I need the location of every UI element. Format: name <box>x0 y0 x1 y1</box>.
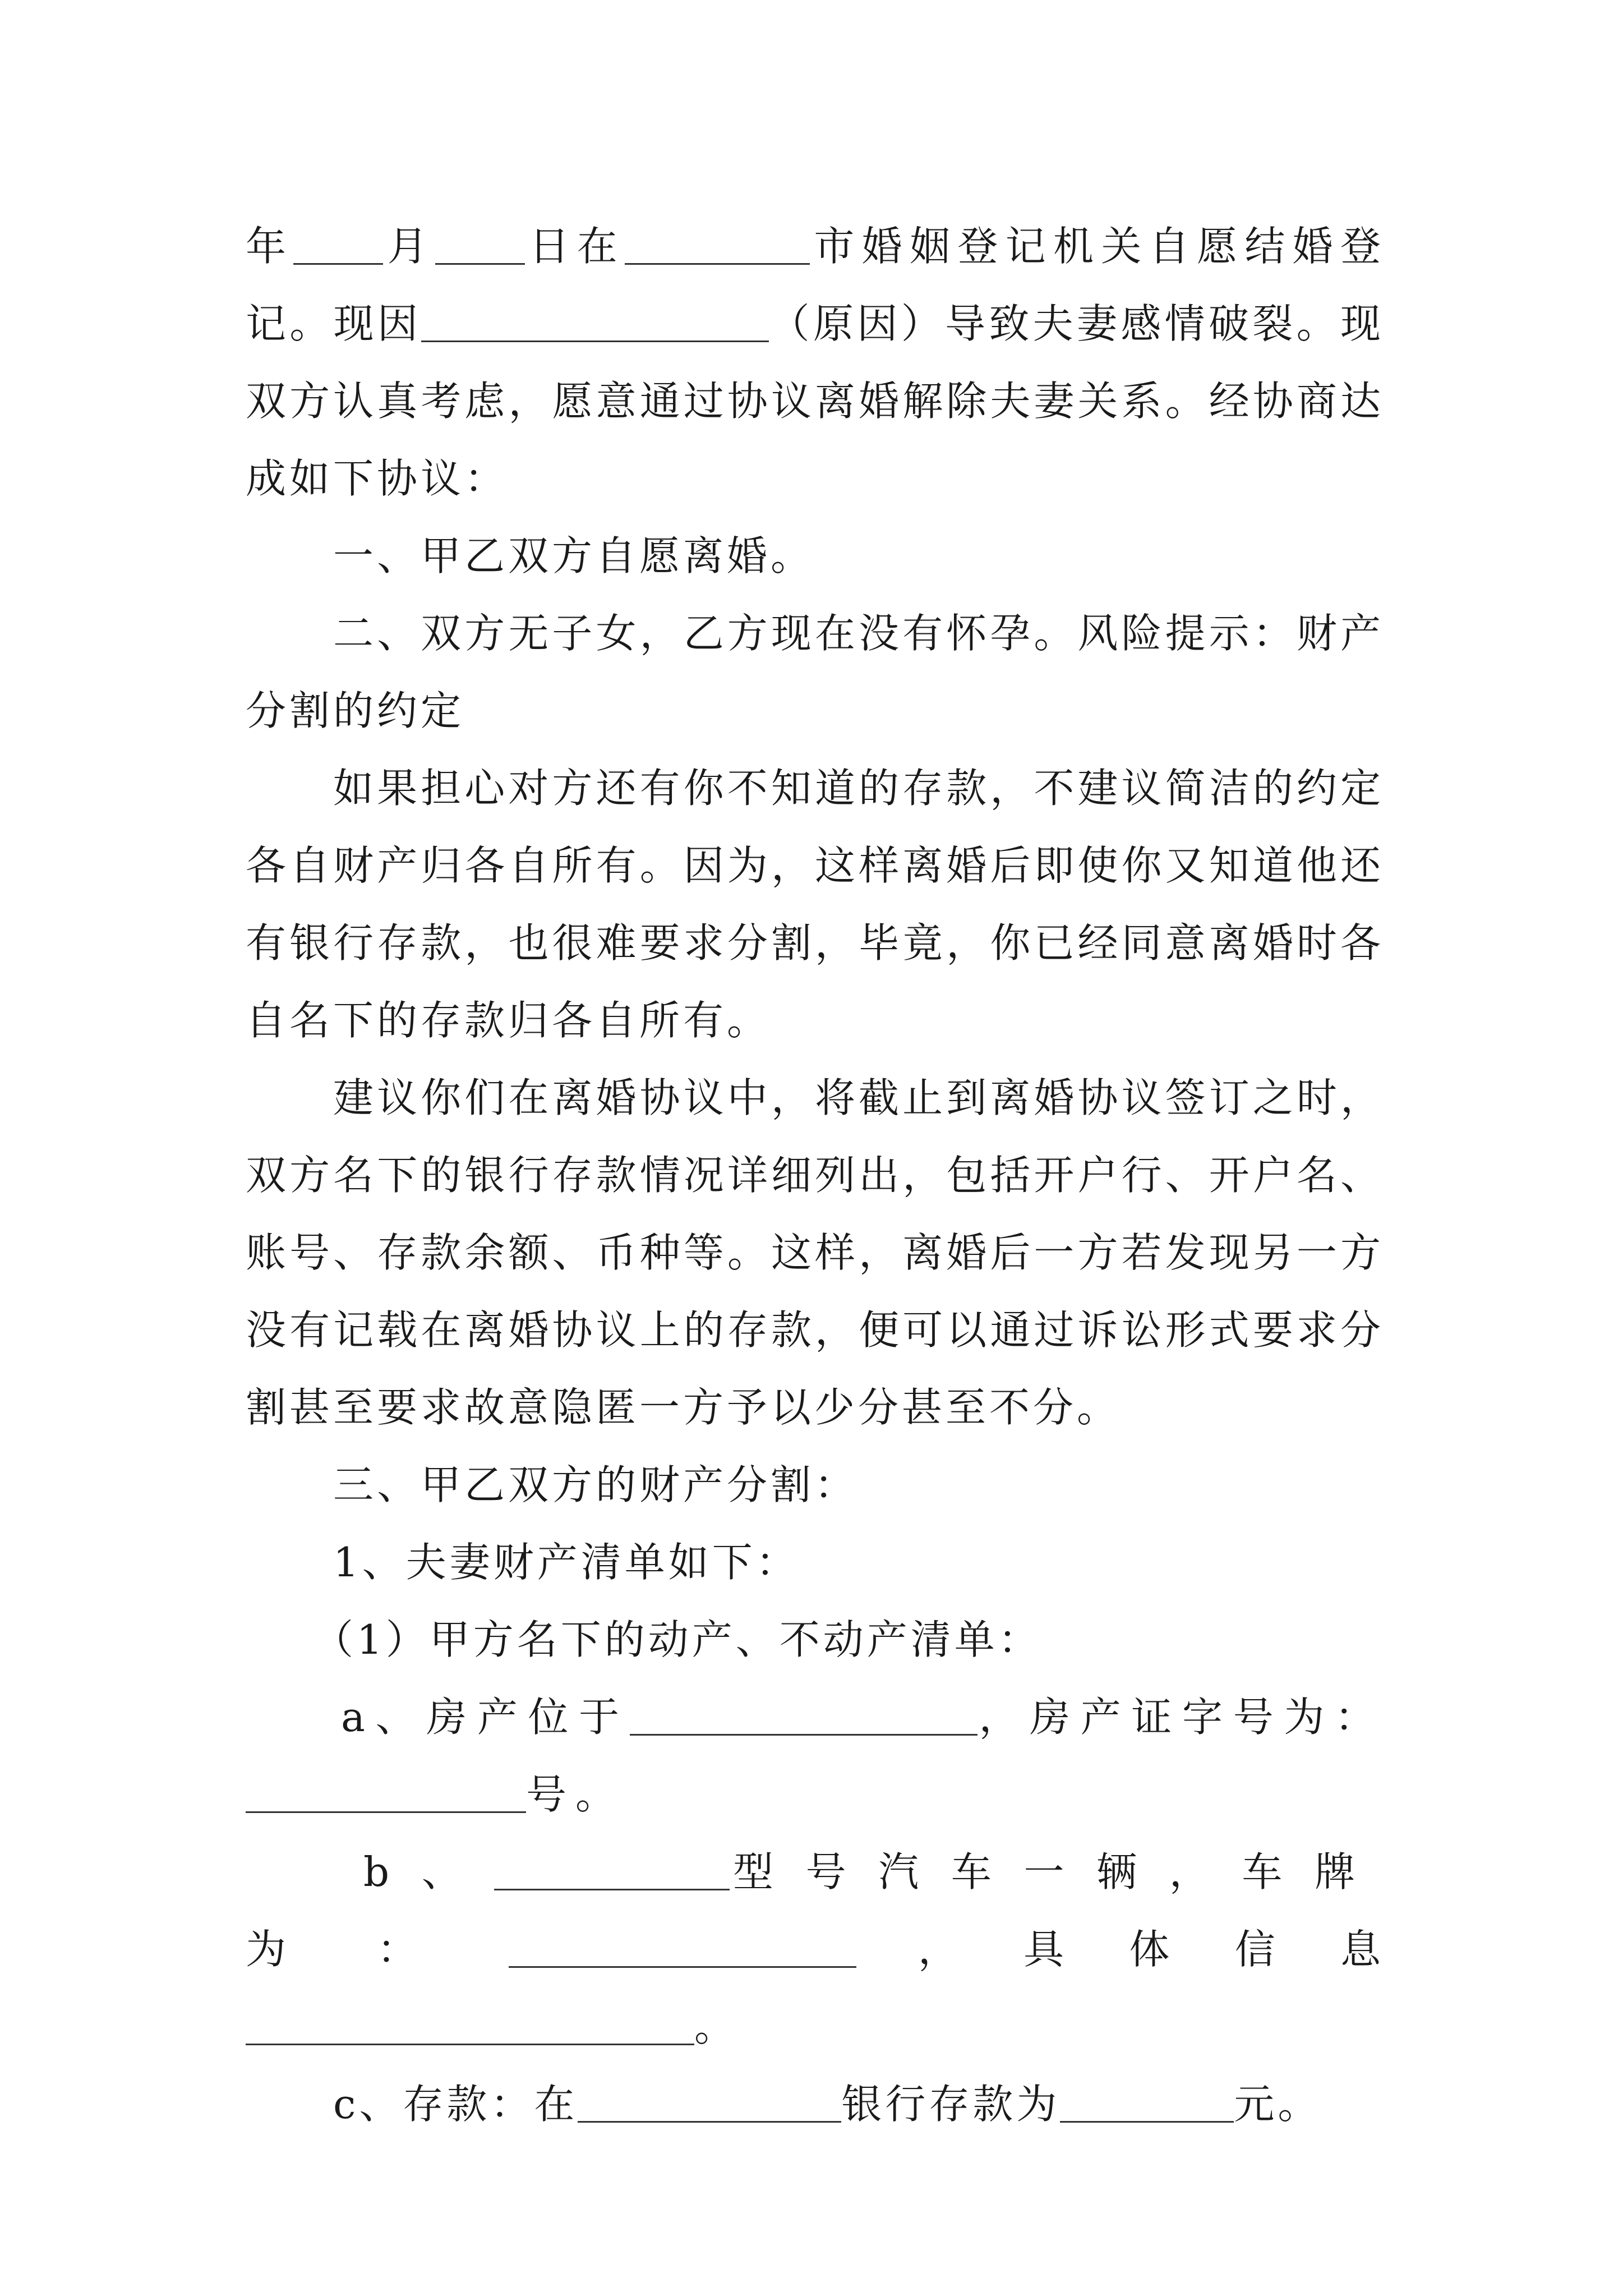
text-number-suffix: 号。 <box>526 1771 625 1818</box>
text-vehicle-plate: 型号汽车一辆，车牌为： <box>246 1848 1384 1973</box>
text-item-b-end: 。 <box>694 2003 739 2050</box>
blank-deposit-amount <box>1060 2081 1234 2123</box>
blank-vehicle-model <box>494 1848 730 1890</box>
item-b-vehicle <box>246 1833 1384 2065</box>
item-1-voluntary-divorce: 一、甲乙双方自愿离婚。 <box>333 532 815 579</box>
item-c-deposit <box>246 2065 1384 2143</box>
text-real-estate-location: a、房产位于 <box>341 1694 630 1741</box>
blank-bank-name <box>578 2081 841 2123</box>
text-month: 月 <box>383 223 436 270</box>
text-deposit-at: c、存款：在 <box>333 2081 578 2128</box>
text-certificate-number: ，房产证字号为： <box>977 1694 1384 1741</box>
text-day-at: 日在 <box>525 223 625 270</box>
blank-certificate-number <box>246 1771 526 1813</box>
text-now-due: 现因 <box>333 300 422 347</box>
item-a-real-estate <box>246 1678 1384 1833</box>
blank-vehicle-plate <box>509 1926 856 1968</box>
text-reason-rest: （原因）导致夫妻感情破裂。现双方认真考虑，愿意通过协议离婚解除夫妻关系。经协商达成如下协议： <box>246 300 1384 502</box>
paragraph-marriage-registration <box>246 208 1384 517</box>
paragraph-deposit-suggestion: 建议你们在离婚协议中，将截止到离婚协议签订之时，双方名下的银行存款情况详细列出，包括开户行、开户名、账号、存款余额、币种等。这样，离婚后一方若发现另一方没有记载在离婚协议上的存款，便可以通过诉讼形式要求分割甚至要求故意隐匿一方予以少分甚至不分。 <box>246 1074 1384 1431</box>
text-registration: 市婚姻登记机关自愿结婚登记。 <box>246 223 1384 347</box>
blank-city-field <box>625 223 810 265</box>
text-year: 年 <box>246 223 294 270</box>
text-bank-deposit: 银行存款为 <box>841 2081 1061 2128</box>
item-2-no-children: 二、双方无子女，乙方现在没有怀孕。风险提示：财产分割的约定 <box>246 610 1384 734</box>
item-3-property-division: 三、甲乙双方的财产分割： <box>333 1461 859 1508</box>
document-page <box>246 208 1384 2143</box>
text-yuan: 元。 <box>1234 2081 1322 2128</box>
text-vehicle-details: ，具体信息 <box>856 1926 1384 1973</box>
blank-reason-field <box>421 300 769 342</box>
item-3-1-1-party-a-assets: （1）甲方名下的动产、不动产清单： <box>313 1616 1042 1663</box>
item-3-1-property-list: 1、夫妻财产清单如下： <box>333 1539 800 1586</box>
paragraph-deposit-warning: 如果担心对方还有你不知道的存款，不建议简洁的约定各自财产归各自所有。因为，这样离婚后即使你又知道他还有银行存款，也很难要求分割，毕竟，你已经同意离婚时各自名下的存款归各自所有。 <box>246 765 1384 1044</box>
blank-day-field <box>435 223 525 265</box>
blank-real-estate-location <box>630 1694 978 1736</box>
blank-month-field <box>293 223 383 265</box>
blank-vehicle-details <box>246 2003 694 2045</box>
text-item-b-prefix: b、 <box>363 1848 495 1895</box>
